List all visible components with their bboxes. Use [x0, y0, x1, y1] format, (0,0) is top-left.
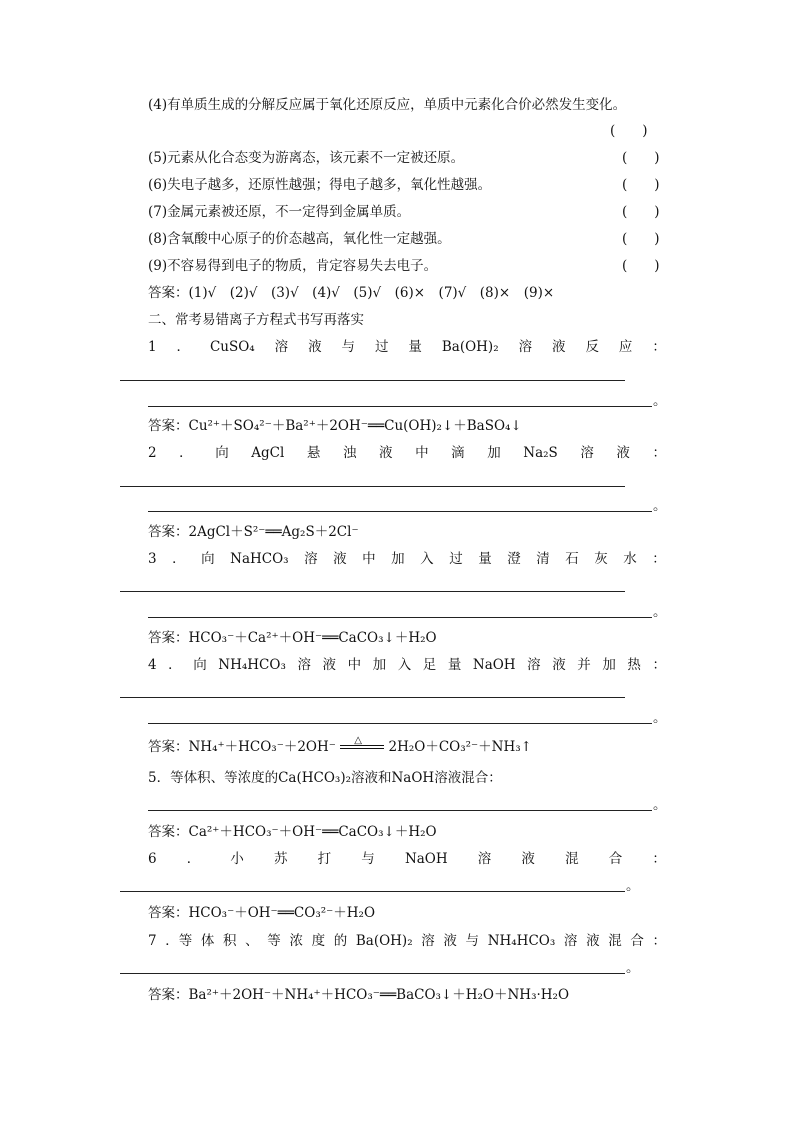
judgment-6-paren[interactable]: ( ): [622, 177, 660, 193]
answer-5: 答案：Ca²⁺＋HCO₃⁻＋OH⁻══CaCO₃↓＋H₂O: [148, 824, 437, 840]
answer-blank-1b[interactable]: [148, 406, 652, 407]
heating-equals-sign: [340, 734, 384, 753]
period: 。: [626, 878, 640, 894]
question-7: 7 ．等 体 积 、 等 浓 度 的 Ba(OH)₂ 溶 液 与 NH₄HCO₃ 溶 液 混 合 ：: [148, 933, 666, 949]
question-4: 4 ． 向 NH₄HCO₃ 溶 液 中 加 入 足 量 NaOH 溶 液 并 加 热 ：: [148, 657, 666, 673]
answer-blank-4b[interactable]: [148, 723, 652, 724]
question-3: 3 ． 向 NaHCO₃ 溶 液 中 加 入 过 量 澄 清 石 灰 水 ：: [148, 551, 666, 567]
question-5: 5．等体积、等浓度的Ca(HCO₃)₂溶液和NaOH溶液混合：: [148, 770, 502, 786]
judgment-8: (8)含氧酸中心原子的价态越高，氧化性一定越强。: [148, 231, 451, 247]
answer-blank-4a[interactable]: [120, 697, 625, 698]
period: 。: [653, 498, 667, 514]
period: 。: [653, 710, 667, 726]
judgment-4: (4)有单质生成的分解反应属于氧化还原反应，单质中元素化合价必然发生变化。: [148, 97, 627, 113]
judgment-9: (9)不容易得到电子的物质，肯定容易失去电子。: [148, 258, 438, 274]
answer-blank-6[interactable]: [120, 891, 625, 892]
section-title: 二、常考易错离子方程式书写再落实: [148, 312, 364, 328]
judgment-6: (6)失电子越多，还原性越强；得电子越多，氧化性越强。: [148, 177, 492, 193]
period: 。: [653, 604, 667, 620]
judgment-7: (7)金属元素被还原，不一定得到金属单质。: [148, 204, 411, 220]
answer-blank-2a[interactable]: [120, 486, 625, 487]
judgment-9-paren[interactable]: ( ): [622, 258, 660, 274]
answer-blank-5[interactable]: [148, 810, 652, 811]
answer-blank-1a[interactable]: [120, 380, 625, 381]
answer-2: 答案：2AgCl＋S²⁻══Ag₂S＋2Cl⁻: [148, 524, 359, 540]
answer-blank-3a[interactable]: [120, 591, 625, 592]
heat-triangle-icon: △: [354, 734, 362, 746]
judgment-5: (5)元素从化合态变为游离态，该元素不一定被还原。: [148, 150, 465, 166]
period: 。: [653, 393, 667, 409]
question-6: 6 ． 小 苏 打 与 NaOH 溶 液 混 合 ：: [148, 851, 666, 867]
answer-blank-7[interactable]: [120, 973, 625, 974]
question-2: 2 ． 向 AgCl 悬 浊 液 中 滴 加 Na₂S 溶 液 ：: [148, 445, 666, 461]
period: 。: [653, 797, 667, 813]
judgment-8-paren[interactable]: ( ): [622, 231, 660, 247]
answer-7: 答案：Ba²⁺＋2OH⁻＋NH₄⁺＋HCO₃⁻══BaCO₃↓＋H₂O＋NH₃·H₂O: [148, 987, 570, 1003]
answer-4: 答案：NH₄⁺＋HCO₃⁻＋2OH⁻ △ 2H₂O＋CO₃²⁻＋NH₃↑: [148, 738, 532, 756]
answer-1: 答案：Cu²⁺＋SO₄²⁻＋Ba²⁺＋2OH⁻══Cu(OH)₂↓＋BaSO₄↓: [148, 418, 522, 434]
judgment-7-paren[interactable]: ( ): [622, 204, 660, 220]
answer-blank-2b[interactable]: [148, 511, 652, 512]
answer-3: 答案：HCO₃⁻＋Ca²⁺＋OH⁻══CaCO₃↓＋H₂O: [148, 630, 437, 646]
answer-6: 答案：HCO₃⁻＋OH⁻══CO₃²⁻＋H₂O: [148, 905, 376, 921]
judgments-answer: 答案：(1)√ (2)√ (3)√ (4)√ (5)√ (6)× (7)√ (8)× (9)×: [148, 285, 555, 301]
answer-blank-3b[interactable]: [148, 617, 652, 618]
question-1: 1 ． CuSO₄ 溶 液 与 过 量 Ba(OH)₂ 溶 液 反 应 ：: [148, 339, 666, 355]
judgment-5-paren[interactable]: ( ): [622, 150, 660, 166]
period: 。: [626, 960, 640, 976]
judgment-4-paren[interactable]: ( ): [610, 123, 648, 139]
